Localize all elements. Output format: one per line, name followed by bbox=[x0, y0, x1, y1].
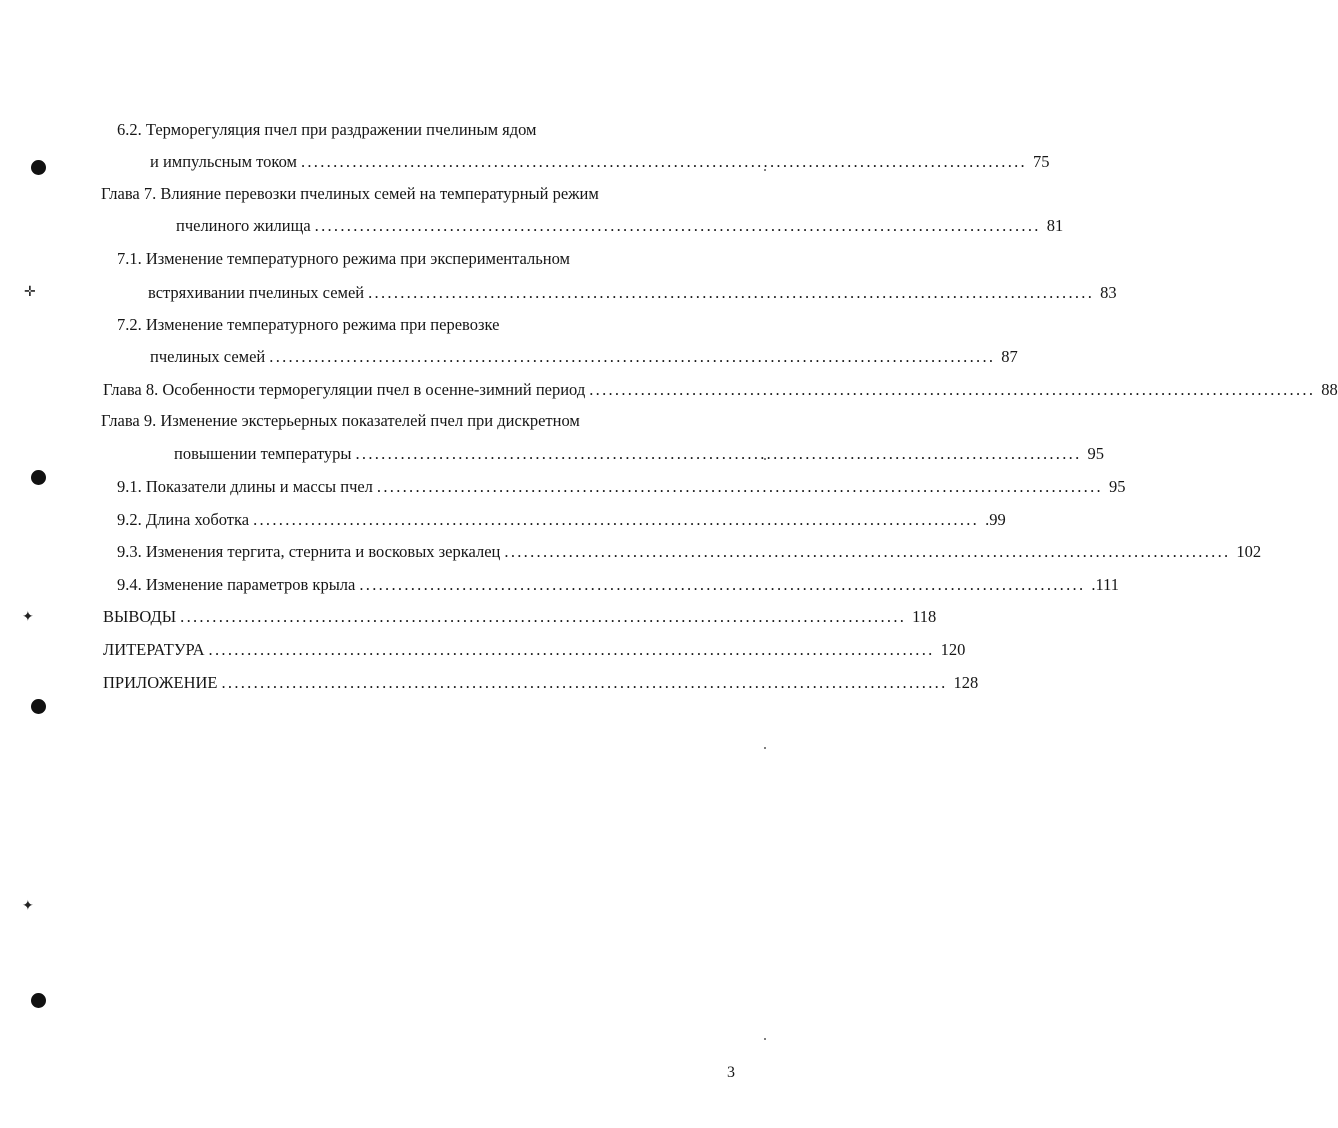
toc-entry-text: Глава 8. Особенности терморегуляции пчел в осенне-зимний период bbox=[103, 380, 586, 399]
toc-leader-dots: ................................................................................................................. bbox=[269, 347, 996, 366]
toc-page-number: .111 bbox=[1091, 575, 1120, 594]
toc-entry bbox=[117, 477, 1126, 497]
toc-page-number: 120 bbox=[940, 640, 966, 659]
toc-leader-dots: ................................................................................................................. bbox=[208, 640, 935, 659]
toc-leader-dots: ................................................................................................................. bbox=[368, 283, 1095, 302]
scan-artifact-mark: ✛ bbox=[24, 285, 36, 300]
scan-speck bbox=[764, 1038, 766, 1040]
toc-page-number: 83 bbox=[1100, 283, 1117, 302]
toc-entry-text: 9.3. Изменения тергита, стернита и восковых зеркалец bbox=[117, 542, 501, 561]
toc-entry-text: Глава 9. Изменение экстерьерных показателей пчел при дискретном bbox=[101, 411, 580, 430]
toc-entry bbox=[103, 640, 966, 660]
toc-entry-text: 7.1. Изменение температурного режима при экспериментальном bbox=[117, 249, 570, 268]
toc-page-number: 81 bbox=[1046, 216, 1064, 235]
toc-entry-text: 6.2. Терморегуляция пчел при раздражении пчелиным ядом bbox=[117, 120, 537, 139]
toc-page-number: 118 bbox=[912, 607, 937, 626]
toc-entry-text: ПРИЛОЖЕНИЕ bbox=[103, 673, 218, 692]
toc-entry bbox=[103, 673, 979, 693]
toc-entry bbox=[117, 315, 499, 335]
toc-entry bbox=[150, 347, 1018, 367]
toc-entry bbox=[176, 216, 1064, 236]
toc-leader-dots: ................................................................................................................. bbox=[504, 542, 1231, 561]
toc-page-number: 102 bbox=[1236, 542, 1262, 561]
toc-leader-dots: ................................................................................................................. bbox=[355, 444, 1082, 463]
punch-hole bbox=[31, 699, 46, 714]
toc-entry bbox=[117, 575, 1120, 595]
page-number: 3 bbox=[727, 1064, 735, 1081]
scan-artifact-mark: ✦ bbox=[22, 899, 34, 914]
toc-entry-text: и импульсным током bbox=[150, 152, 297, 171]
toc-entry-text: ВЫВОДЫ bbox=[103, 607, 177, 626]
punch-hole bbox=[31, 470, 46, 485]
toc-leader-dots: ................................................................................................................. bbox=[589, 380, 1316, 399]
toc-entry bbox=[103, 380, 1338, 400]
toc-page-number: 95 bbox=[1108, 477, 1126, 496]
toc-entry-text: 7.2. Изменение температурного режима при перевозке bbox=[117, 315, 500, 334]
toc-page-number: 95 bbox=[1087, 444, 1104, 463]
toc-leader-dots: ................................................................................................................. bbox=[221, 673, 948, 692]
punch-hole bbox=[31, 160, 46, 175]
toc-entry bbox=[101, 411, 580, 431]
toc-entry-text: 9.4. Изменение параметров крыла bbox=[117, 575, 356, 594]
toc-entry bbox=[101, 184, 599, 204]
toc-entry-text: пчелиного жилища bbox=[176, 216, 311, 235]
toc-entry-text: 9.2. Длина хоботка bbox=[117, 510, 250, 529]
toc-entry bbox=[174, 444, 1104, 464]
toc-page-number: .99 bbox=[985, 510, 1006, 529]
toc-leader-dots: ................................................................................................................. bbox=[314, 216, 1041, 235]
toc-page-number: 75 bbox=[1032, 152, 1050, 171]
toc-entry bbox=[117, 542, 1262, 562]
toc-leader-dots: ................................................................................................................. bbox=[180, 607, 907, 626]
toc-page-number: 87 bbox=[1001, 347, 1018, 366]
toc-entry-text: Глава 7. Влияние перевозки пчелиных семей на температурный режим bbox=[101, 184, 599, 203]
toc-page-number: 88 bbox=[1321, 380, 1338, 399]
toc-leader-dots: ................................................................................................................. bbox=[253, 510, 980, 529]
toc-entry-text: встряхивании пчелиных семей bbox=[148, 283, 365, 302]
toc-entry-text: пчелиных семей bbox=[150, 347, 266, 366]
toc-leader-dots: ................................................................................................................. bbox=[300, 152, 1027, 171]
toc-entry bbox=[117, 120, 537, 140]
toc-entry bbox=[103, 607, 937, 627]
toc-page-number: 128 bbox=[953, 673, 979, 692]
toc-entry-text: 9.1. Показатели длины и массы пчел bbox=[117, 477, 373, 496]
toc-entry bbox=[148, 283, 1117, 303]
toc-entry bbox=[150, 152, 1050, 172]
toc-entry-text: повышении температуры bbox=[174, 444, 352, 463]
toc-entry bbox=[117, 249, 570, 269]
toc-entry bbox=[117, 510, 1006, 530]
scan-artifact-mark: ✦ bbox=[22, 610, 34, 625]
toc-entry-text: ЛИТЕРАТУРА bbox=[103, 640, 205, 659]
toc-leader-dots: ................................................................................................................. bbox=[359, 575, 1086, 594]
punch-hole bbox=[31, 993, 46, 1008]
toc-leader-dots: ................................................................................................................. bbox=[376, 477, 1103, 496]
scan-speck bbox=[764, 747, 766, 749]
